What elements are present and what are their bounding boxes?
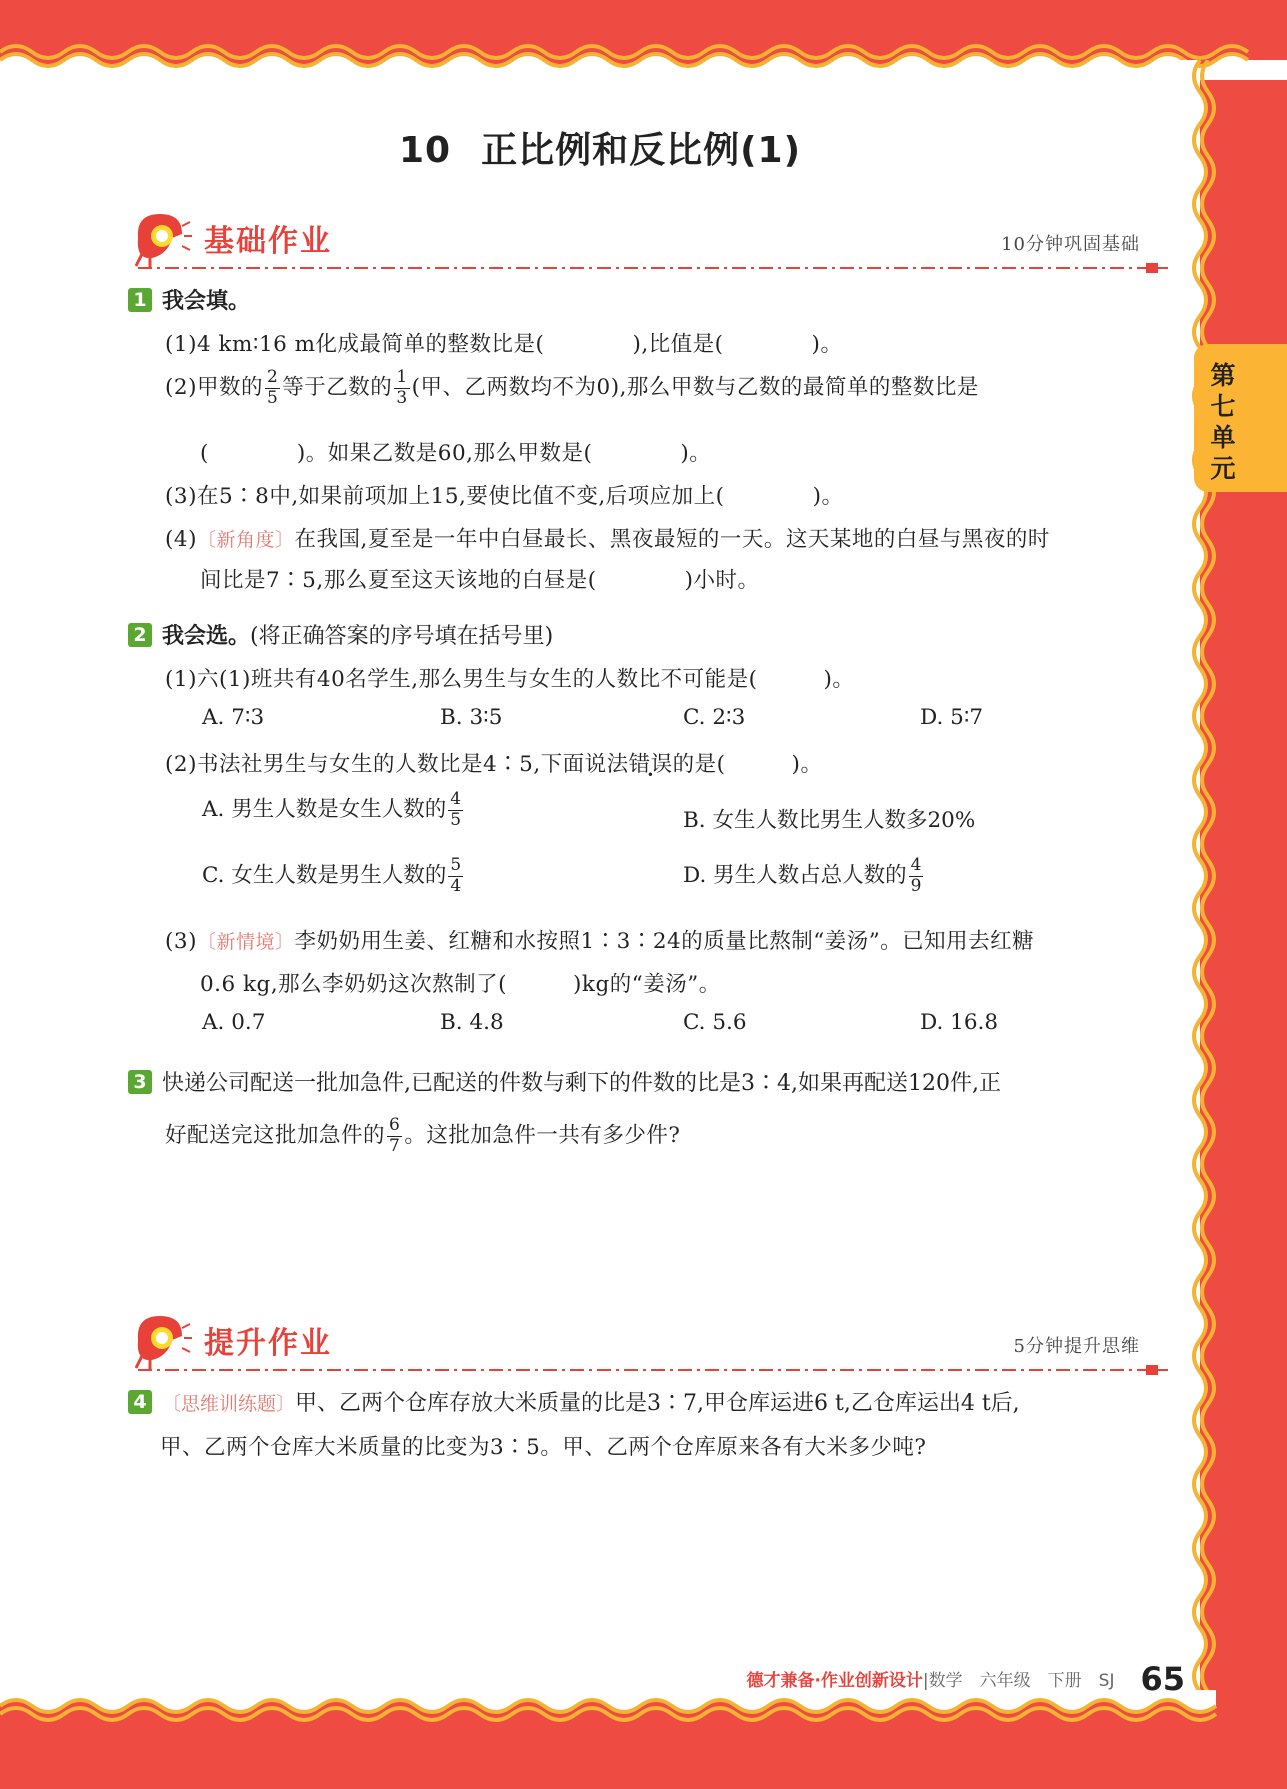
q1-item-3: (3)在5∶8中,如果前项加上15,要使比值不变,后项应加上( )。 xyxy=(165,484,844,509)
fraction xyxy=(394,368,409,408)
fraction xyxy=(387,1116,402,1156)
fraction xyxy=(265,368,280,408)
q2-sub-3-option-b: B. 4.8 xyxy=(440,1010,504,1035)
q2-sub-3-text: 李奶奶用生姜、红糖和水按照1∶3∶24的质量比熬制“姜汤”。已知用去红糖 xyxy=(294,929,1035,954)
fraction xyxy=(448,790,463,830)
tag-new-angle: 〔新角度〕 xyxy=(196,529,295,551)
q2-sub-3-option-c: C. 5.6 xyxy=(683,1010,747,1035)
question-number-badge: 1 xyxy=(128,288,152,312)
q1-item-4-line-2: 间比是7∶5,那么夏至这天该地的白昼是( )小时。 xyxy=(200,568,760,593)
q2-sub-2-stem xyxy=(165,747,822,778)
q2-sub-1-option-a: A. 7∶3 xyxy=(202,705,265,730)
fraction xyxy=(448,856,463,896)
emphasized-word: 错误 xyxy=(628,752,673,777)
q2-sub-2-option-c xyxy=(202,856,465,896)
section-header-advanced xyxy=(128,1310,1168,1380)
lesson-title: 正比例和反比例(1) xyxy=(481,130,802,171)
q2-sub-2-stem-b: 的是( )。 xyxy=(672,752,823,777)
question-heading-text: 我会填。 xyxy=(162,289,251,314)
question-number-badge: 2 xyxy=(128,623,152,647)
denominator: 7 xyxy=(389,1135,401,1156)
option-text: A. 男生人数是女生人数的 xyxy=(202,797,447,823)
denominator: 5 xyxy=(266,387,279,408)
fraction xyxy=(909,856,924,896)
q1-item-2-text-c: (甲、乙两数均不为0),那么甲数与乙数的最简单的整数比是 xyxy=(411,375,979,401)
section-subtitle: 5分钟提升思维 xyxy=(1013,1336,1140,1357)
q2-sub-2-option-b: B. 女生人数比男生人数多20% xyxy=(683,808,976,833)
section-header-basic xyxy=(128,208,1168,278)
question-number-badge: 3 xyxy=(128,1070,152,1094)
q2-sub-2-stem-a: (2)书法社男生与女生的人数比是4∶5,下面说法 xyxy=(165,752,629,777)
numerator: 6 xyxy=(389,1115,401,1135)
q1-item-2 xyxy=(165,368,979,408)
numerator: 4 xyxy=(910,855,922,875)
question-4-line-2: 甲、乙两个仓库大米质量的比变为3∶5。甲、乙两个仓库原来各有大米多少吨? xyxy=(160,1435,927,1460)
q2-sub-3-stem xyxy=(165,924,1034,955)
denominator: 5 xyxy=(450,809,462,830)
numerator: 4 xyxy=(450,789,462,809)
footer-separator: | xyxy=(922,1671,929,1691)
q2-sub-1-stem: (1)六(1)班共有40名学生,那么男生与女生的人数比不可能是( )。 xyxy=(165,667,855,692)
question-3-line-1: 快递公司配送一批加急件,已配送的件数与剩下的件数的比是3∶4,如果再配送120件,正 xyxy=(162,1071,1001,1096)
numerator: 2 xyxy=(266,367,279,387)
question-4-line-1: 甲、乙两个仓库存放大米质量的比是3∶7,甲仓库运进6 t,乙仓库运出4 t后, xyxy=(295,1391,1020,1416)
question-3-line-2 xyxy=(165,1116,680,1156)
section-divider xyxy=(138,262,1168,274)
q2-sub-1-option-c: C. 2∶3 xyxy=(683,705,746,730)
question-hint: (将正确答案的序号填在括号里) xyxy=(250,624,554,649)
unit-side-tab-label: 第七单元 xyxy=(1210,361,1236,483)
question-3-line-2-a: 好配送完这批加急件的 xyxy=(165,1123,386,1149)
q2-sub-3-option-d: D. 16.8 xyxy=(920,1010,999,1035)
denominator: 3 xyxy=(396,387,408,408)
q2-sub-3-line-2: 0.6 kg,那么李奶奶这次熬制了( )kg的“姜汤”。 xyxy=(200,972,721,997)
page-title xyxy=(0,122,1200,173)
mascot-icon xyxy=(128,208,194,268)
q1-item-2-line-2: ( )。如果乙数是60,那么甲数是( )。 xyxy=(200,441,712,466)
page-footer xyxy=(746,1660,1185,1698)
mascot-icon xyxy=(128,1310,194,1370)
wavy-border-bottom xyxy=(0,1690,1287,1789)
footer-info: 数学 六年级 下册 SJ xyxy=(928,1671,1115,1691)
q2-sub-2-option-a xyxy=(202,790,465,830)
question-number-badge: 4 xyxy=(128,1390,152,1414)
question-3-heading xyxy=(128,1066,1001,1097)
option-text: D. 男生人数占总人数的 xyxy=(683,863,907,889)
footer-brand: 德才兼备·作业创新设计 xyxy=(746,1671,923,1691)
numerator: 1 xyxy=(396,367,408,387)
denominator: 9 xyxy=(910,875,922,896)
page-number: 65 xyxy=(1140,1660,1185,1698)
q2-sub-1-option-b: B. 3∶5 xyxy=(440,705,503,730)
q1-item-2-text-b: 等于乙数的 xyxy=(282,375,393,401)
question-4-heading xyxy=(128,1386,1020,1417)
section-subtitle: 10分钟巩固基础 xyxy=(1001,234,1140,255)
numerator: 5 xyxy=(450,855,462,875)
q1-item-4 xyxy=(165,522,1050,553)
q2-sub-2-option-d xyxy=(683,856,925,896)
section-title: 提升作业 xyxy=(204,1326,332,1361)
denominator: 4 xyxy=(450,875,462,896)
q2-sub-1-option-d: D. 5∶7 xyxy=(920,705,984,730)
tag-new-context: 〔新情境〕 xyxy=(196,931,295,953)
question-2-heading xyxy=(128,619,553,650)
q1-item-4-text: 在我国,夏至是一年中白昼最长、黑夜最短的一天。这天某地的白昼与黑夜的时 xyxy=(294,527,1050,552)
question-1-heading xyxy=(128,284,250,315)
section-title: 基础作业 xyxy=(204,224,332,259)
wavy-border-top xyxy=(0,0,1287,80)
question-heading-text: 我会选。 xyxy=(162,624,251,649)
section-divider xyxy=(138,1364,1168,1376)
q2-sub-3-option-a: A. 0.7 xyxy=(202,1010,266,1035)
wavy-border-right xyxy=(1180,60,1270,1700)
q1-item-1: (1)4 km∶16 m化成最简单的整数比是( ),比值是( )。 xyxy=(165,332,843,357)
option-text: C. 女生人数是男生人数的 xyxy=(202,863,447,889)
lesson-number: 10 xyxy=(398,130,452,171)
question-3-line-2-b: 。这批加急件一共有多少件? xyxy=(404,1123,681,1149)
q1-item-4-number: (4) xyxy=(165,527,197,552)
q2-sub-3-number: (3) xyxy=(165,929,197,954)
tag-thinking-training: 〔思维训练题〕 xyxy=(162,1393,296,1415)
q1-item-2-text-a: (2)甲数的 xyxy=(165,375,263,401)
